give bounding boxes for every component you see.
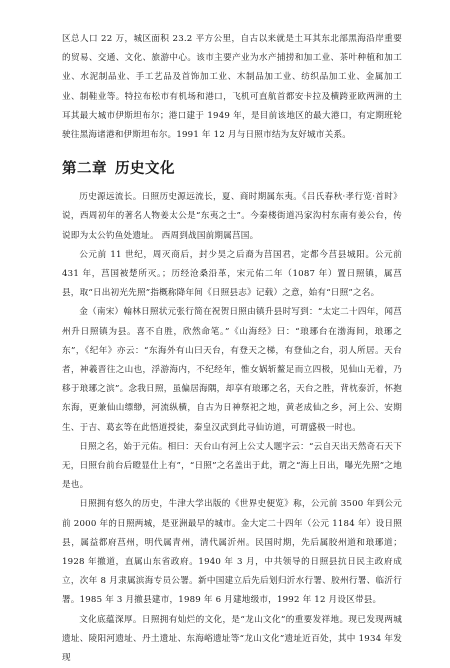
- paragraph-long-history: 日照拥有悠久的历史，牛津大学出版的《世界史便览》称，公元前 3500 年到公元前 2000 年的日照两城，是亚洲最早的城市。金大定二十四年（公元 1184 年）设日照县，属益都府莒州，明代属青州，清代属沂州。民国时期，先后属胶州道和琅琊道；1928 年撤道，直属山东省政府。1940 年 3 月，中共领导的日照县抗日民主政府成立，次年 8 月隶属滨海专员公署。新中国建立后先后划归沂水行署、胶州行署、临沂行署。1985 年 3 月撤县建市，1989 年 6 月建地级市，1992 年 12 月设区带县。: [62, 499, 402, 606]
- paragraph-zhang-xingjian: 金（南宋）翰林日照状元张行简在祝贺日照由镇升县时写到：“太定二十四年，闻莒州升日照镇为县。喜不自胜，欣然命笔。”《山海经》曰：“琅琊台在渤海间，琅琊之东”，《纪年》亦云：“东海外有山曰天台，有登天之梯，有登仙之台，羽人所居。天台者，神羲晋往之山也，浮游海内，不纪经年，惟女娲斩鳌足而立四极，见仙山无着，乃移于琅琊之滨”。念我日照，虽偏居海隅，却享有琅琊之名，天台之胜，背枕泰沂，怀抱东海，更兼仙山缥缈，河流纵横，自古为日神祭祀之地，黄老成仙之乡，河上公、安期生、于吉、葛玄等在此悟道授徒，秦皇汉武到此寻仙访道，可谓盛极一时也。: [62, 307, 402, 433]
- chapter-title: 历史文化: [115, 161, 175, 178]
- paragraph-ju-state: 公元前 11 世纪，周灭商后，封少昊之后裔为莒国君，定都今莒县城阳。公元前 431 年，莒国被楚所灭。；历经沧桑沿革，宋元佑二年（1087 年）置日照镇，属莒县，取“日出初光先照”指概称降年间《日照县志》记载）之意，始有“日照”之名。: [62, 249, 402, 299]
- chapter-heading: [62, 157, 402, 178]
- paragraph-name-origin: 日照之名，始于元佑。相曰：天台山有河上公丈人题字云：“云自天出天然奇石天下无，日照台前台后瞪显仕上有”，“日照”之名盖出于此，谓之“海上日出，曝光先照”之地是也。: [62, 441, 402, 491]
- paragraph-history-origin: 历史源远流长。日照历史源远流长，夏、商时期属东夷。《吕氏春秋·孝行览·首时》说，西周初年的著名人物姜太公是“东夷之士”。今秦楼街道冯家沟村东南有姜公台，传说即为太公钓鱼处遗址。 西周到战国前期属莒国。: [62, 192, 402, 241]
- intro-paragraph: 区总人口 22 万，城区面积 23.2 平方公里，自古以来就是土耳其东北部黑海沿岸重要的贸易、交通、文化、旅游中心。该市主要产业为水产捕捞和加工业、茶叶种植和加工业、水泥制品业、手工艺品及首饰加工业、木制品加工业、纺织品加工业、金属加工业、制鞋业等。特拉布松市有机场和港口，飞机可直航首都安卡拉及横跨亚欧两洲的土耳其最大城市伊斯坦布尔；港口建于 1949 年，是目前该地区的最大港口，有定期班轮驶往黑海诸港和伊斯坦布尔。1991 年 12 月与日照市结为友好城市关系。: [62, 34, 402, 141]
- paragraph-culture: 文化底蕴深厚。日照拥有灿烂的文化，是“龙山文化”的重要发祥地。现已发现两城遗址、陵阳河遗址、丹土遗址、东海峪遗址等“龙山文化”遗址近百处，其中 1934 年发现: [62, 614, 402, 664]
- chapter-number: 第二章: [62, 161, 107, 178]
